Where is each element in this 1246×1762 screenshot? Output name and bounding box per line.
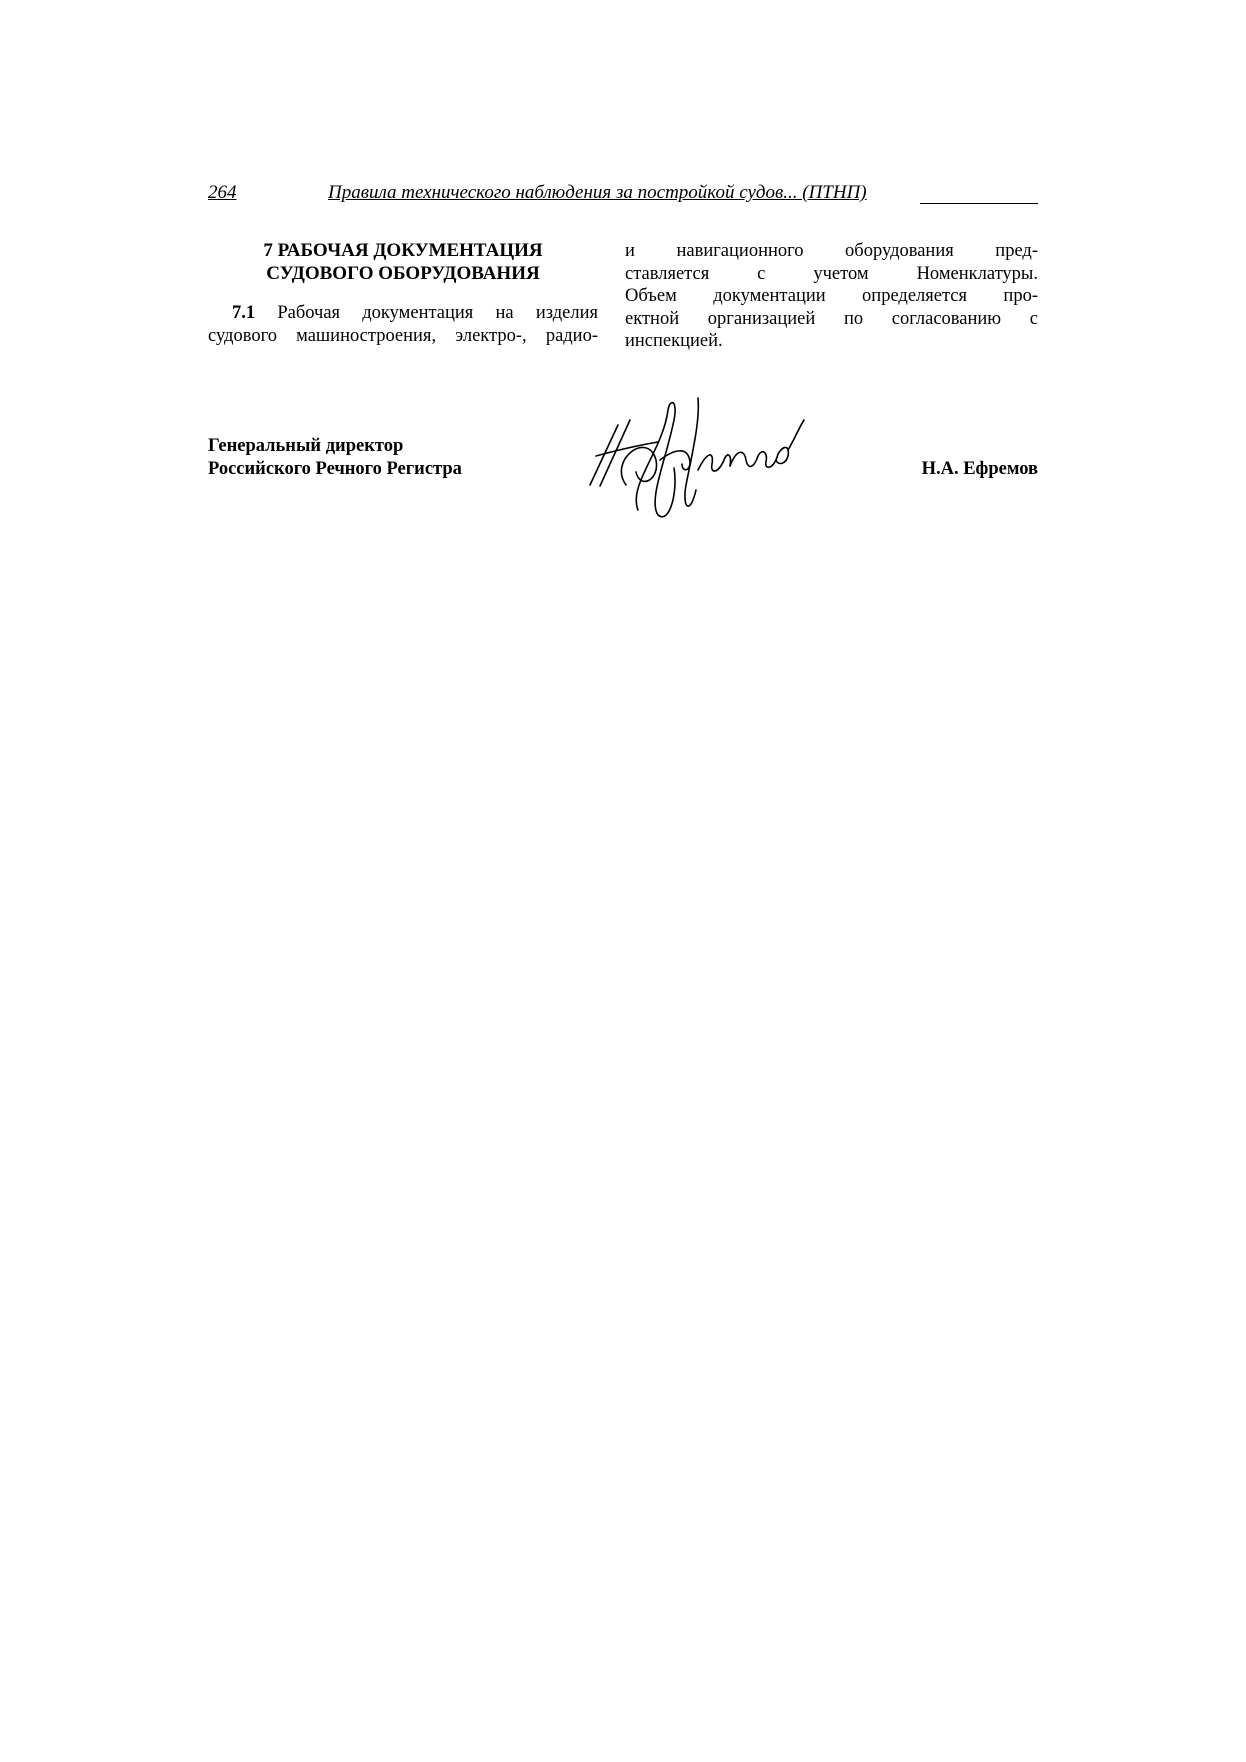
signer-name: Н.А. Ефремов	[921, 459, 1038, 479]
running-header-title: Правила технического наблюдения за постройкой судов... (ПТНП)	[328, 182, 867, 203]
signature-block	[208, 430, 1038, 530]
paragraph-number: 7.1	[232, 303, 256, 323]
text-line: и навигационного оборудования пред-	[625, 241, 1038, 261]
left-column	[208, 240, 598, 347]
text-line: инспекцией.	[625, 331, 723, 351]
running-header	[208, 182, 1038, 206]
section-heading-line-2: СУДОВОГО ОБОРУДОВАНИЯ	[266, 262, 540, 284]
signer-title	[208, 435, 462, 480]
page-number: 264	[208, 182, 237, 203]
text-line: Объем документации определяется про-	[625, 286, 1038, 306]
paragraph-7-1	[208, 302, 598, 347]
signer-title-line-1: Генеральный директор	[208, 436, 404, 456]
header-rule	[920, 203, 1038, 204]
section-heading	[208, 240, 598, 285]
text-line: ставляется с учетом Номенклатуры.	[625, 263, 1038, 284]
section-heading-line-1: 7 РАБОЧАЯ ДОКУМЕНТАЦИЯ	[263, 240, 543, 261]
right-column	[625, 240, 1038, 353]
signer-title-line-2: Российского Речного Регистра	[208, 458, 462, 479]
text-line: ектной организацией по согласованию с	[625, 308, 1038, 329]
paragraph-text-left: Рабочая документация на изделия судового машиностроения, электро-, радио-	[208, 303, 598, 346]
handwritten-signature	[578, 390, 818, 520]
paragraph-text-right	[625, 240, 1038, 353]
